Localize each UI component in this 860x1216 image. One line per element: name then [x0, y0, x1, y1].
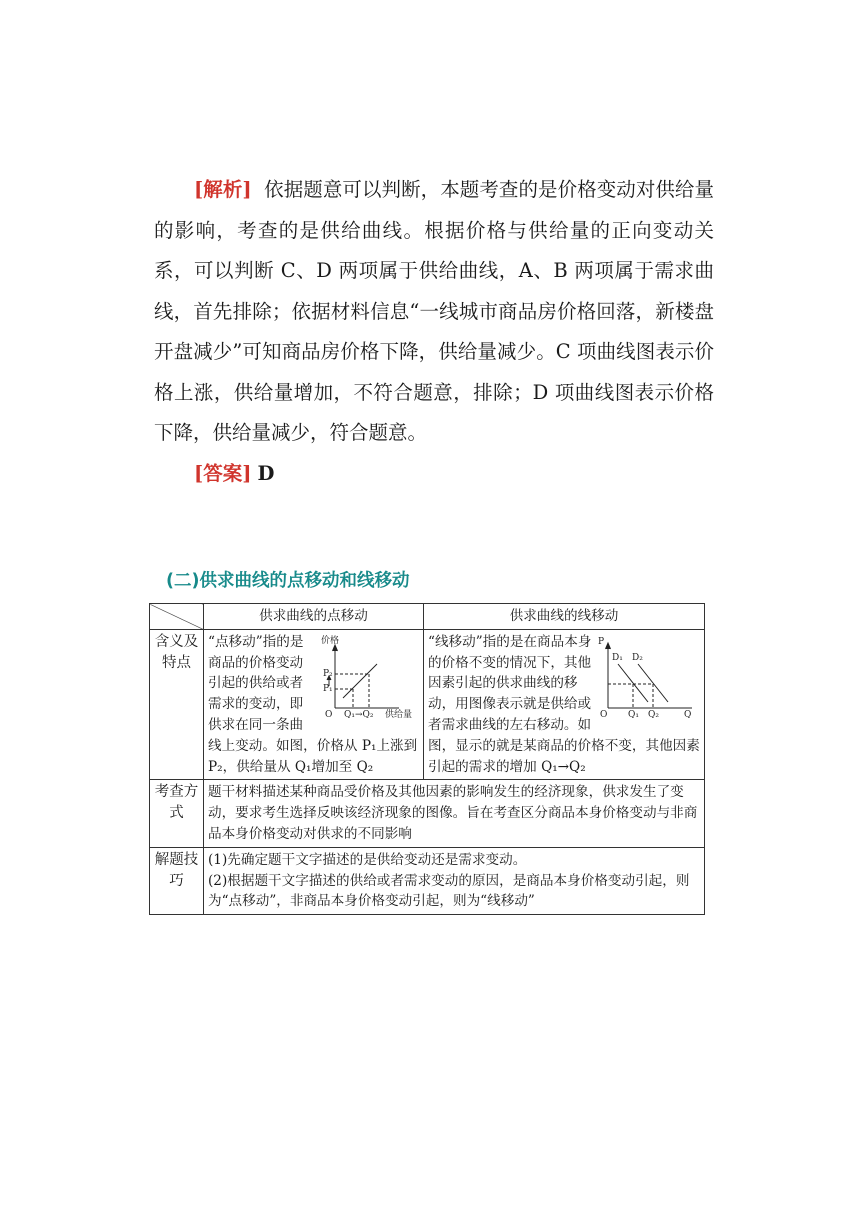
table-row-solving-tips	[150, 847, 705, 914]
line-shift-graph	[596, 632, 700, 718]
row-label-exam-method: 考查方式	[150, 780, 204, 847]
header-point-shift: 供求曲线的点移动	[204, 604, 424, 630]
point-shift-graph	[315, 632, 419, 718]
cell-exam-method: 题干材料描述某种商品受价格及其他因素的影响发生的经济现象，供求发生了变动，要求考生选择反映该经济现象的图像。旨在考查区分商品本身价格变动与非商品本身价格变动对供求的不同影响	[204, 780, 705, 847]
d2-label: D₂	[632, 652, 643, 663]
table-header-row	[150, 604, 705, 630]
analysis-text: 依据题意可以判断，本题考查的是价格变动对供给量的影响，考查的是供给曲线。根据价格与供给量的正向变动关系，可以判断 C、D 两项属于供给曲线，A、B 两项属于需求曲线，首先排除；依据材料信息“一线城市商品房价格回落，新楼盘开盘减少”可知商品房价格下降，供给量减少。C 项曲线图表示价格上涨，供给量增加，不符合题意，排除；D 项曲线图表示价格下降，供给量减少，符合题意。	[154, 178, 714, 444]
tip-2: (2)根据题干文字描述的供给或者需求变动的原因，是商品本身价格变动引起，则为“点移动”，非商品本身价格变动引起，则为“线移动”	[208, 872, 690, 910]
p1-label: P₁	[323, 683, 333, 694]
cell-line-shift	[424, 629, 705, 780]
p2-label: P₂	[323, 668, 333, 679]
origin-label: O	[325, 709, 333, 718]
point-shift-text: “点移动”指的是商品的价格变动引起的供给或者需求的变动，即供求在同一条曲线上变动。如图，价格从 P₁上涨到 P₂，供给量从 Q₁增加至 Q₂	[208, 633, 418, 775]
cell-solving-tips	[204, 847, 705, 914]
y-axis-label: P	[598, 636, 605, 647]
answer-value: D	[257, 461, 275, 485]
x-axis-label: 供给量	[385, 709, 413, 718]
supply-demand-table	[149, 603, 705, 915]
section-title: (二)供求曲线的点移动和线移动	[166, 571, 410, 591]
x-axis-label: Q	[684, 709, 692, 718]
q-shift-label: Q₁→Q₂	[344, 709, 374, 718]
q1-label: Q₁	[628, 709, 639, 718]
table-row-exam-method	[150, 780, 705, 847]
diagonal-corner-cell	[150, 604, 204, 630]
cell-point-shift	[204, 629, 424, 780]
supply-curve	[343, 664, 377, 698]
q2-label: Q₂	[648, 709, 659, 718]
y-axis-arrow	[606, 643, 611, 649]
analysis-paragraph	[154, 170, 714, 454]
row-label-solving-tips: 解题技巧	[150, 847, 204, 914]
analysis-block	[154, 170, 714, 494]
table-row-meaning	[150, 629, 705, 780]
header-line-shift: 供求曲线的线移动	[424, 604, 705, 630]
tip-1: (1)先确定题干文字描述的是供给变动还是需求变动。	[208, 851, 527, 868]
origin-label: O	[600, 709, 608, 718]
answer-paragraph	[154, 454, 714, 495]
analysis-tag: [解析]	[194, 178, 252, 201]
answer-tag: [答案]	[194, 461, 252, 485]
d1-label: D₁	[612, 652, 623, 663]
y-axis-label: 价格	[321, 635, 340, 646]
row-label-meaning: 含义及特点	[150, 629, 204, 780]
line-shift-text: “线移动”指的是在商品本身的价格不变的情况下，其他因素引起的供求曲线的移动，用图像表示就是供给或者需求曲线的左右移动。如图，显示的就是某商品的价格不变，其他因素引起的需求的增加 Q₁→Q₂	[428, 633, 700, 775]
